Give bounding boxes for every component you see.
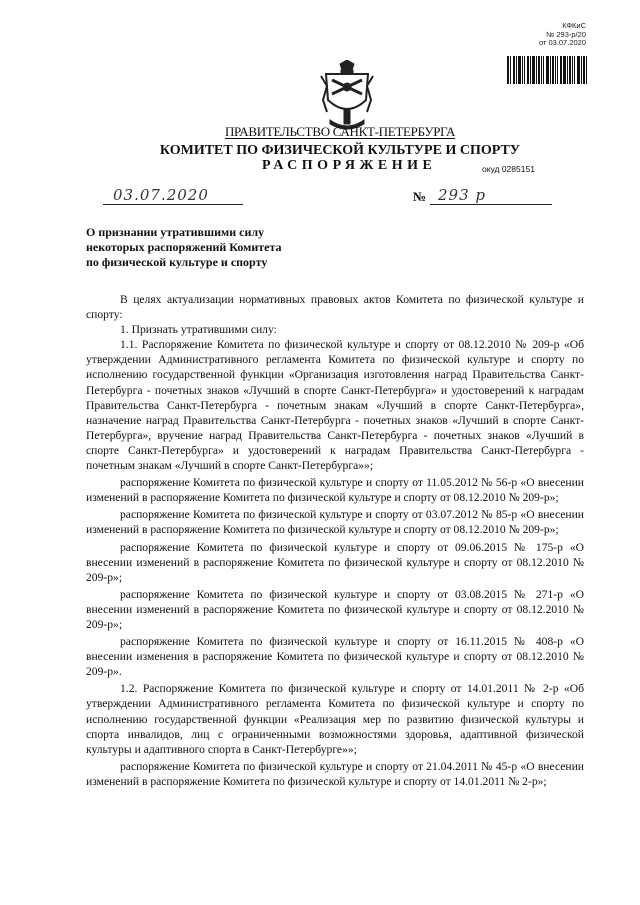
committee-name: КОМИТЕТ ПО ФИЗИЧЕСКОЙ КУЛЬТУРЕ И СПОРТУ	[159, 143, 521, 158]
paragraph: распоряжение Комитета по физической культуре и спорту от 11.05.2012 № 56-р «О внесении изменений в распоряжение Комитета по физической культуре и спорту от 08.12.2010 № 209-р»;	[86, 476, 584, 505]
document-title	[86, 225, 282, 270]
date-field	[103, 186, 243, 205]
stamp-date: от 03.07.2020	[538, 38, 586, 47]
stamp-number: № 293-р/20	[546, 29, 586, 39]
paragraph: 1.1. Распоряжение Комитета по физической культуре и спорту от 08.12.2010 № 209-р «Об утверждении Административного регламента Комитета по физической культуре и спорту по исполнению государственной функции «Организация изготовления наград Правительства Санкт-Петербурга - почетных знаков «Лучший в спорте Санкт-Петербурга» и удостоверений к наградам Правительства Санкт-Петербурга - почетным знакам «Лучший в спорте Санкт-Петербурга», назначение наград Правительства Санкт-Петербурга - почетных знаков «Лучший в спорте Санкт-Петербурга», вручение наград Правительства Санкт-Петербурга - почетных знаков «Лучший в спорте Санкт-Петербурга» и удостоверений к наградам Правительства Санкт-Петербурга - почетным знакам «Лучший в спорте Санкт-Петербурга»»;	[86, 338, 584, 473]
coat-of-arms-icon	[318, 60, 376, 132]
barcode-icon	[507, 56, 587, 84]
document-type: РАСПОРЯЖЕНИЕ	[262, 158, 437, 173]
handwritten-number: 293 р	[438, 186, 487, 204]
title-line: некоторых распоряжений Комитета	[86, 240, 282, 254]
paragraph: распоряжение Комитета по физической культуре и спорту от 16.11.2015 № 408-р «О внесении изменения в распоряжение Комитета по физической культуре и спорту от 08.12.2010 № 209-р».	[86, 635, 584, 679]
paragraph: распоряжение Комитета по физической культуре и спорту от 21.04.2011 № 45-р «О внесении изменений в распоряжение Комитета по физической культуре и спорту от 14.01.2011 № 2-р»;	[86, 759, 584, 788]
paragraph: В целях актуализации нормативных правовых актов Комитета по физической культуре и спорту:	[86, 293, 584, 322]
paragraph: распоряжение Комитета по физической культуре и спорту от 03.07.2012 № 85-р «О внесении изменений в распоряжение Комитета по физической культуре и спорту от 08.12.2010 № 209-р»;	[86, 508, 584, 537]
letterhead	[0, 124, 640, 159]
registration-stamp	[506, 22, 586, 48]
title-line: О признании утратившими силу	[86, 225, 265, 239]
government-name: ПРАВИТЕЛЬСТВО САНКТ-ПЕТЕРБУРГА	[224, 124, 456, 139]
stamp-org: КФКиС	[562, 21, 586, 30]
paragraph: распоряжение Комитета по физической культуре и спорту от 09.06.2015 № 175-р «О внесении изменений в распоряжение Комитета по физической культуре и спорту от 08.12.2010 № 209-р»;	[86, 540, 584, 584]
number-label: №	[413, 189, 427, 204]
number-field	[430, 186, 552, 205]
paragraph: 1. Признать утратившими силу:	[120, 323, 277, 337]
paragraph: 1.2. Распоряжение Комитета по физической культуре и спорту от 14.01.2011 № 2-р «Об утверждении Административного регламента Комитета по физической культуре и спорту по исполнению государственной функции «Реализация мер по развитию физической культуры и спорта инвалидов, лиц с ограниченными возможностями здоровья, адаптивной физической культуры и адаптивного спорта в Санкт-Петербурге»»;	[86, 682, 584, 756]
document-body	[86, 292, 584, 789]
handwritten-date: 03.07.2020	[113, 186, 209, 204]
paragraph: распоряжение Комитета по физической культуре и спорту от 03.08.2015 № 271-р «О внесении изменений в распоряжение Комитета по физической культуре и спорту от 08.12.2010 № 209-р»;	[86, 587, 584, 631]
okud-code: окуд 0285151	[482, 164, 535, 174]
title-line: по физической культуре и спорту	[86, 255, 268, 269]
